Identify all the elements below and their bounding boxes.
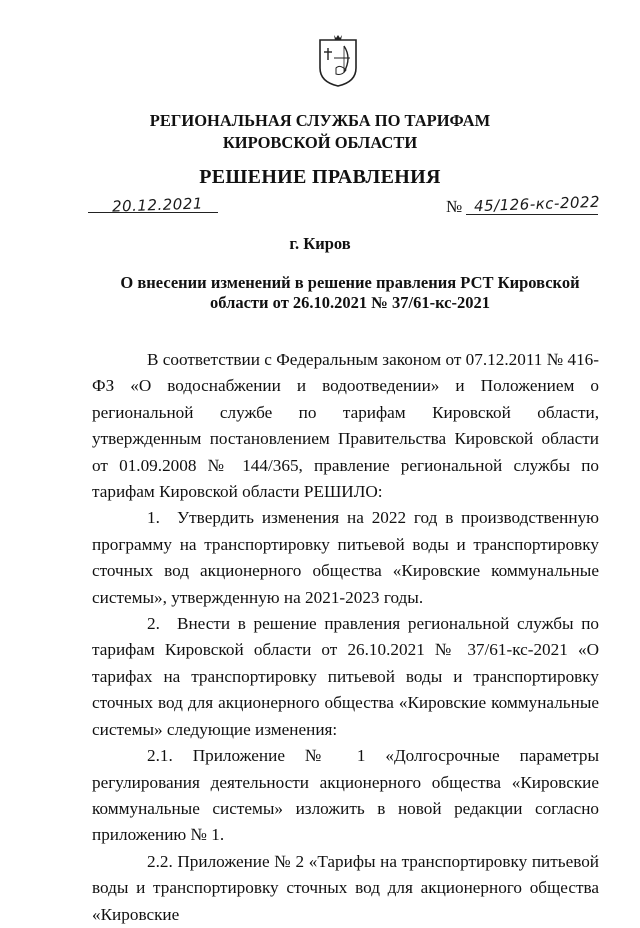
city: г. Киров [289,234,351,253]
subject-line1: О внесении изменений в решение правления РСТ Кировской [120,273,580,292]
handwritten-number: 45/126-кс-2022 [473,192,601,216]
item-2-text: Внести в решение правления региональной службы по тарифам Кировской области от 26.10.2021 № 37/61-кс-2021 «О тарифах на транспортировку питьевой воды и транспортировку сточных вод для акционерного общества «Кировские коммунальные системы» следующие изменения: [92,614,599,739]
number-label: № [446,197,463,216]
item-1 [92,505,599,611]
document-body [92,347,599,928]
org-name-line2: КИРОВСКОЙ ОБЛАСТИ [222,133,418,152]
decision-subject [120,273,580,313]
kirov-coat-of-arms-icon [316,34,360,88]
org-name-line1: РЕГИОНАЛЬНАЯ СЛУЖБА ПО ТАРИФАМ [149,111,491,130]
item-2-number: 2. [147,614,160,634]
subject-line2: области от 26.10.2021 № 37/61-кс-2021 [210,293,490,312]
item-2-2: 2.2. Приложение № 2 «Тарифы на транспортировку питьевой воды и транспортировку сточных вод для акционерного общества «Кировские [92,851,599,924]
decision-title: РЕШЕНИЕ ПРАВЛЕНИЯ [199,166,441,188]
item-1-number: 1. [147,508,160,528]
handwritten-date: 20.12.2021 [111,194,204,216]
preamble-paragraph: В соответствии с Федеральным законом от 07.12.2011 № 416-ФЗ «О водоснабжении и водоотведении» и Положением о региональной службе по тарифам Кировской области, утвержденным постановлением Правительства Кировской области от 01.09.2008 № 144/365, правление региональной службы по тарифам Кировской области РЕШИЛО: [92,350,599,502]
item-2-1: 2.1. Приложение № 1 «Долгосрочные параметры регулирования деятельности акционерного общества «Кировские коммунальные системы» изложить в новой редакции согласно приложению № 1. [92,746,599,845]
item-1-text: Утвердить изменения на 2022 год в производственную программу на транспортировку питьевой воды и транспортировку сточных вод акционерного общества «Кировские коммунальные системы», утвержденную на 2021-2023 годы. [92,508,599,607]
item-2 [92,611,599,743]
